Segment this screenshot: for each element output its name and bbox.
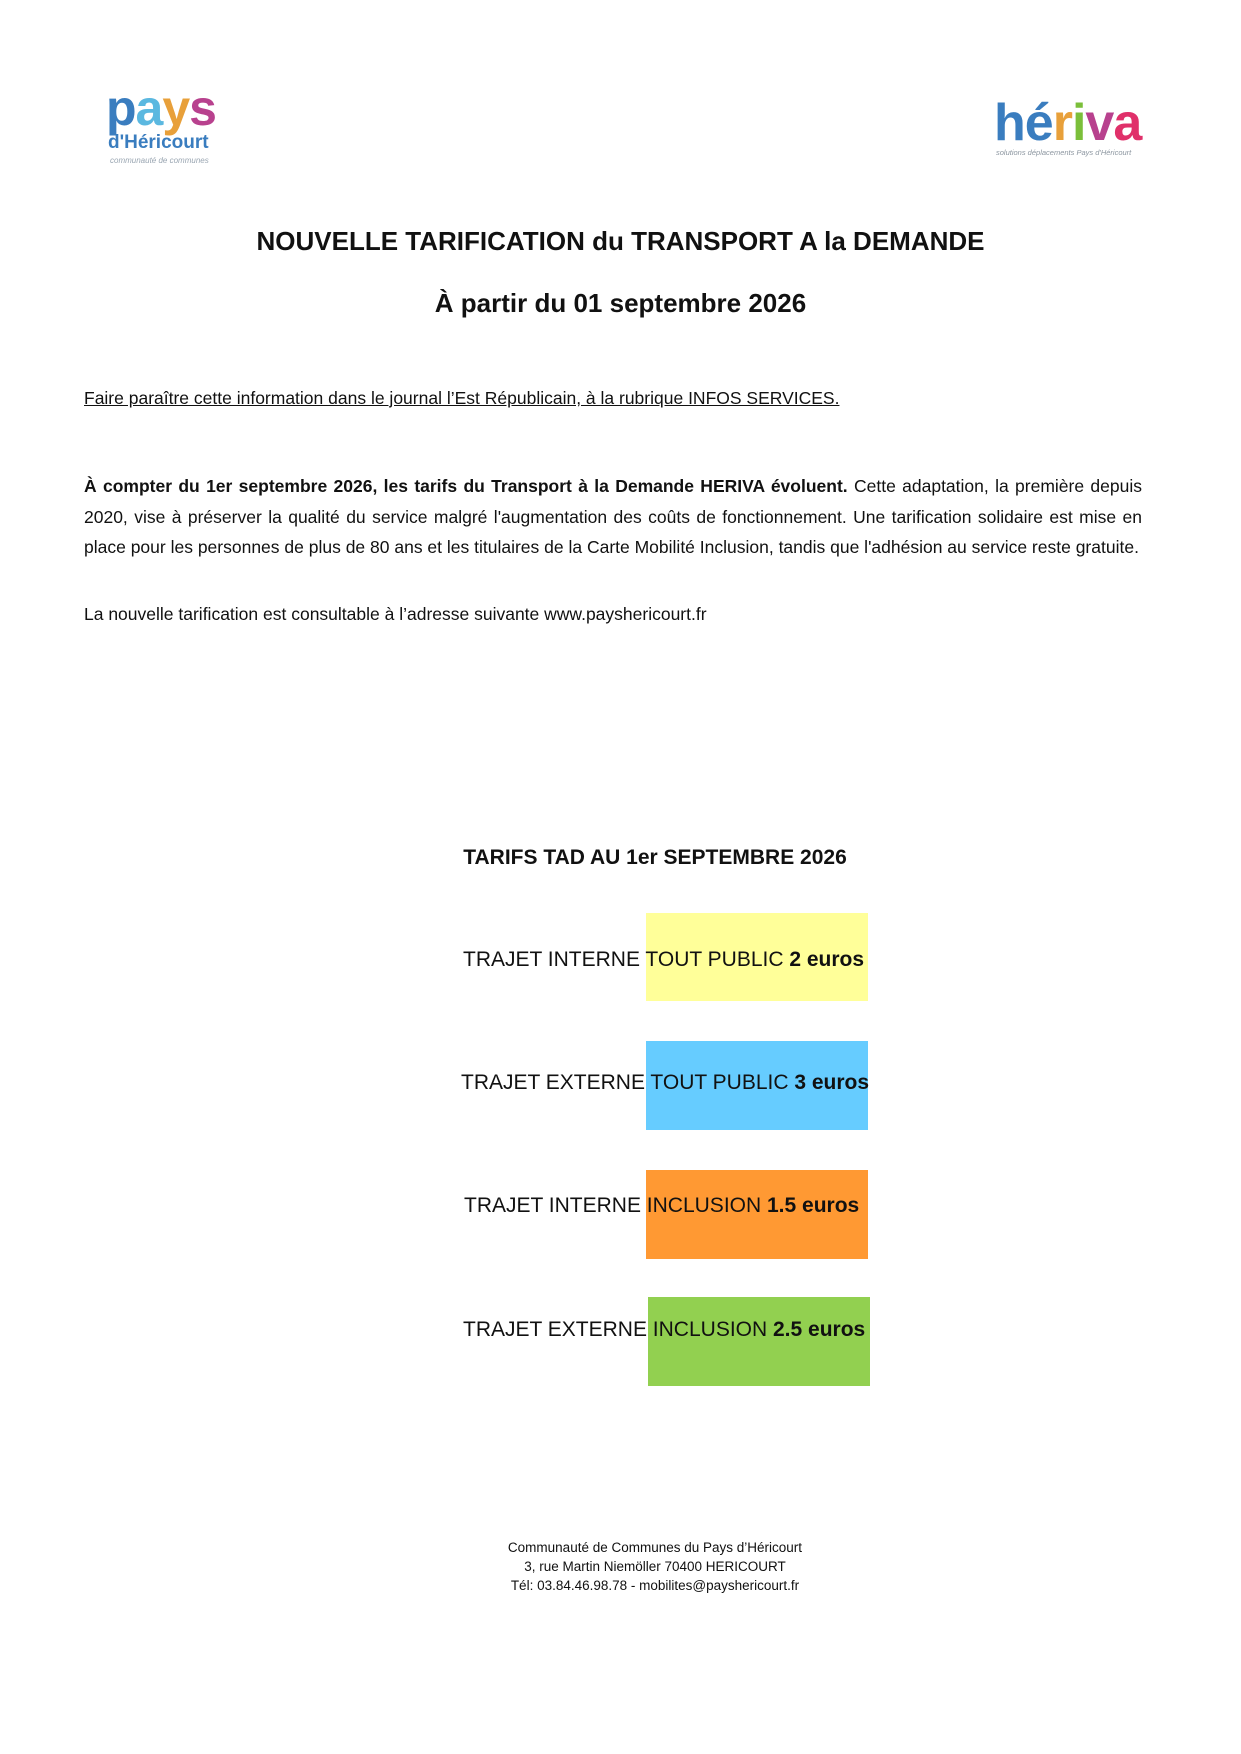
- fare-price: 2 euros: [789, 948, 865, 971]
- heriva-letter: é: [1024, 94, 1053, 152]
- fare-label: TRAJET EXTERNE INCLUSION: [463, 1318, 773, 1341]
- footer-contact: Tél: 03.84.46.98.78 - mobilites@payshericourt.fr: [510, 1578, 800, 1593]
- heriva-letter: a: [1113, 94, 1142, 152]
- body-paragraph: [84, 471, 1142, 563]
- pays-logo-name: d'Héricourt: [108, 132, 209, 153]
- fare-label: TRAJET EXTERNE TOUT PUBLIC: [461, 1071, 795, 1094]
- heriva-letter: v: [1085, 94, 1114, 152]
- fare-row-interne-inclusion: [464, 1194, 859, 1218]
- footer-street: 3, rue Martin Niemöller 70400 HERICOURT: [524, 1559, 786, 1574]
- pays-logo-word: [106, 80, 216, 136]
- page-subtitle: À partir du 01 septembre 2026: [434, 288, 807, 318]
- fare-label: TRAJET INTERNE TOUT PUBLIC: [463, 948, 790, 971]
- pays-letter: a: [135, 80, 163, 136]
- heriva-letter: r: [1052, 94, 1072, 152]
- fare-price: 2.5 euros: [773, 1318, 866, 1341]
- body-text: Cette adaptation, la première depuis 2020, vise à préserver la qualité du service malgré l'augmentation des coûts de fonctionnement. Une tarification solidaire est mise en place pour les personnes de plus de 80 ans et les titulaires de la Carte Mobilité Inclusion, tandis que l'adhésion au service reste gratuite.: [84, 476, 1142, 557]
- pays-letter: s: [189, 80, 216, 136]
- publication-instruction: Faire paraître cette information dans le journal l’Est Républicain, à la rubrique INFOS SERVICES.: [84, 388, 840, 408]
- heriva-logo: [994, 94, 1164, 162]
- website-line: La nouvelle tarification est consultable à l’adresse suivante www.payshericourt.fr: [84, 604, 707, 624]
- fare-label: TRAJET INTERNE INCLUSION: [464, 1194, 767, 1217]
- fare-price: 1.5 euros: [766, 1194, 860, 1217]
- body-lead: À compter du 1er septembre 2026, les tarifs du Transport à la Demande HERIVA évoluent.: [84, 476, 848, 496]
- fare-row-externe-inclusion: [463, 1318, 865, 1342]
- pays-logo-tagline: communauté de communes: [110, 156, 209, 165]
- fare-row-externe-tout-public: [461, 1071, 869, 1095]
- tarifs-title: TARIFS TAD AU 1er SEPTEMBRE 2026: [463, 846, 847, 869]
- footer-address: [0, 1538, 1241, 1595]
- fare-price: 3 euros: [794, 1071, 870, 1094]
- heriva-logo-tagline: solutions déplacements Pays d'Héricourt: [996, 148, 1132, 157]
- heriva-logo-word: [994, 94, 1142, 152]
- heriva-letter: i: [1071, 94, 1086, 152]
- heriva-letter: h: [994, 94, 1025, 152]
- pays-letter: y: [162, 80, 190, 136]
- pays-hericourt-logo: [106, 80, 246, 166]
- fare-row-interne-tout-public: [463, 948, 864, 972]
- page-title: NOUVELLE TARIFICATION du TRANSPORT A la DEMANDE: [256, 226, 985, 256]
- pays-letter: p: [106, 80, 136, 136]
- footer-organization: Communauté de Communes du Pays d’Héricourt: [507, 1540, 803, 1555]
